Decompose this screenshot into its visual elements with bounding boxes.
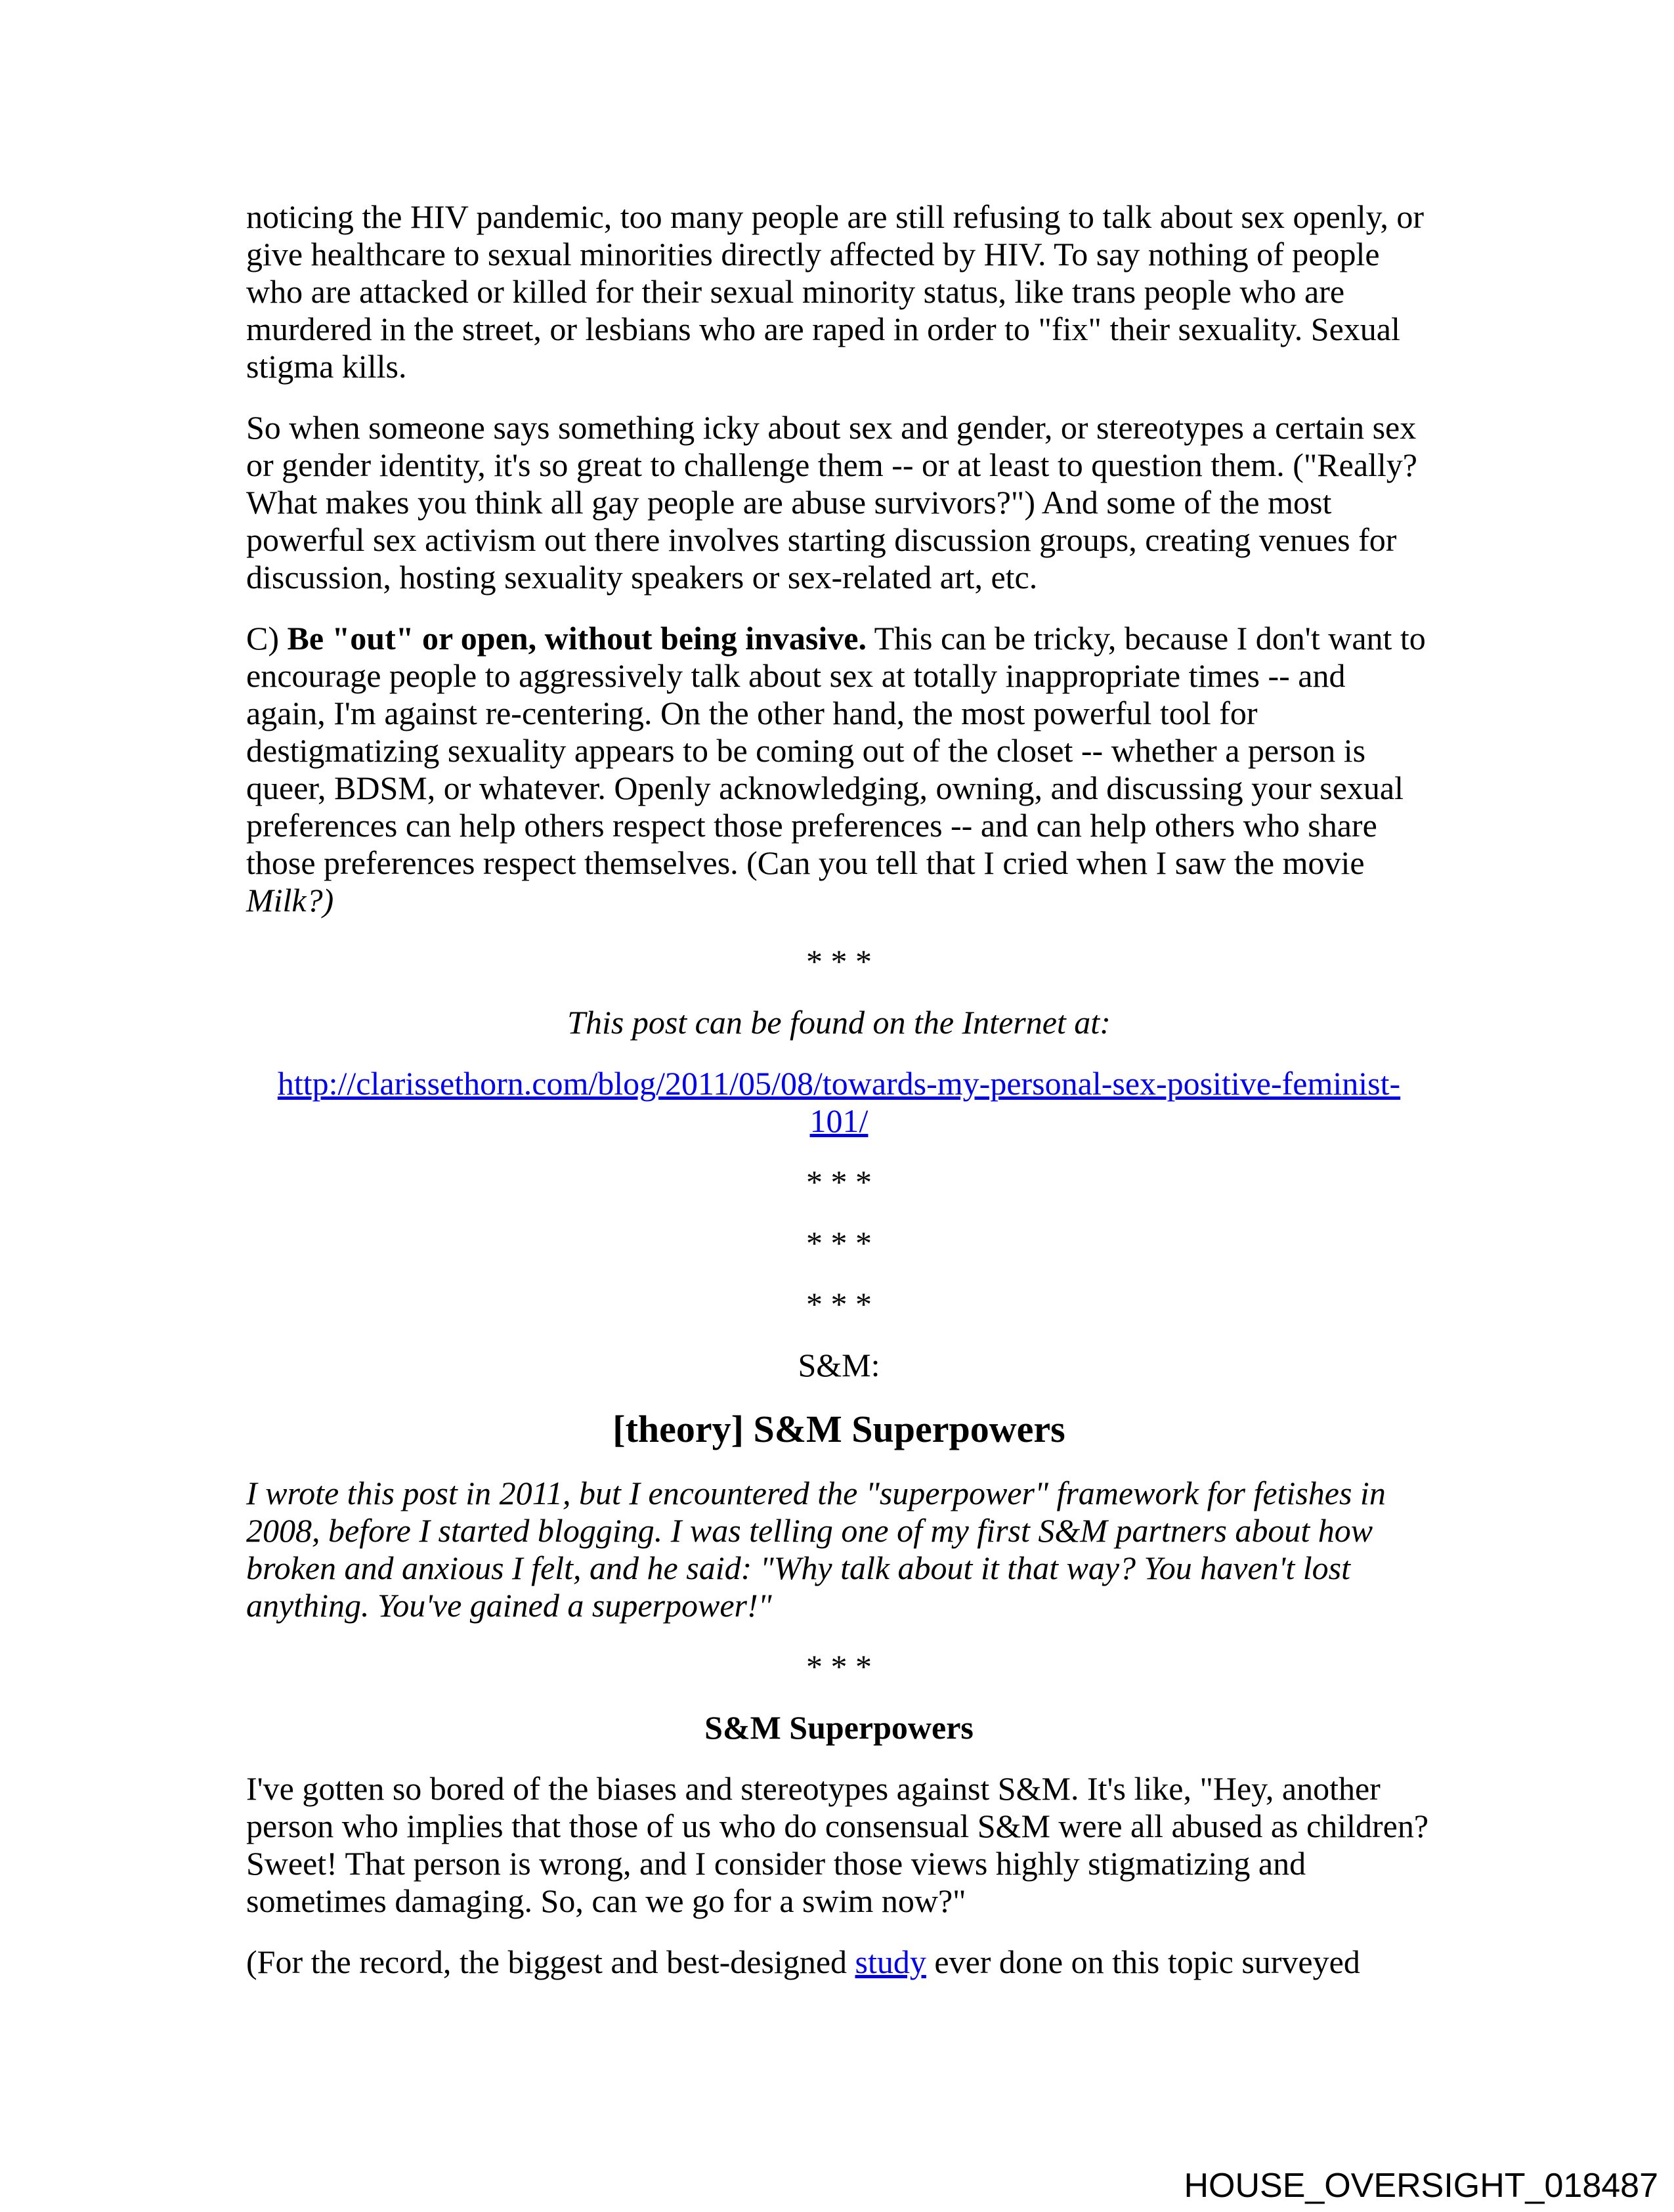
post-location-note: This post can be found on the Internet at:: [567, 1004, 1111, 1041]
section-separator: * * *: [806, 1225, 872, 1261]
section-separator: * * *: [806, 1648, 872, 1685]
heading-sm-superpowers: S&M Superpowers: [704, 1709, 974, 1746]
record-text-before-link: (For the record, the biggest and best-designed: [246, 1943, 855, 1980]
section-separator: * * *: [806, 1163, 872, 1200]
paragraph-intro-note: I wrote this post in 2011, but I encountered the "superpower" framework for fetishes in 2008, before I started blogging. I was telling one of my first S&M partners about how broken and anxious I felt, and he said: "Why talk about it that way? You haven't lost anything. You've gained a superpower!": [246, 1475, 1386, 1624]
bates-stamp: HOUSE_OVERSIGHT_018487: [1184, 2167, 1658, 2205]
section-separator: * * *: [806, 943, 872, 980]
be-out-bold-lead: Be "out" or open, without being invasive.: [287, 620, 867, 657]
category-label-sm: S&M:: [798, 1347, 880, 1383]
paragraph-for-the-record: [246, 1943, 1432, 1981]
post-url-line-1[interactable]: http://clarissethorn.com/blog/2011/05/08/towards-my-personal-sex-positive-feminist-: [277, 1065, 1401, 1102]
study-link[interactable]: study: [855, 1943, 926, 1980]
movie-title-milk: Milk?): [246, 882, 334, 919]
document-body: [246, 198, 1432, 2005]
paragraph-hiv-stigma: noticing the HIV pandemic, too many people are still refusing to talk about sex openly, or give healthcare to sexual minorities directly affected by HIV. To say nothing of people who are attacked or killed for their sexual minority status, like trans people who are murdered in the street, or lesbians who are raped in order to "fix" their sexuality. Sexual stigma kills.: [246, 198, 1425, 385]
list-item-c-label: C): [246, 620, 288, 657]
be-out-body-text: This can be tricky, because I don't want to encourage people to aggressively talk about sex at totally inappropriate times -- and again, I'm against re-centering. On the other hand, the most powerful tool for destigmatizing sexuality appears to be coming out of the closet -- whether a person is queer, BDSM, or whatever. Openly acknowledging, owning, and discussing your sexual preferences can help others respect those preferences -- and can help others who share those preferences respect themselves. (Can you tell that I cried when I saw the movie: [246, 620, 1426, 881]
paragraph-challenge-stereotypes: So when someone says something icky about sex and gender, or stereotypes a certain sex or gender identity, it's so great to challenge them -- or at least to question them. ("Really? What makes you think all gay people are abuse survivors?") And some of the most powerful sex activism out there involves starting discussion groups, creating venues for discussion, hosting sexuality speakers or sex-related art, etc.: [246, 409, 1417, 596]
post-url-line-2[interactable]: 101/: [809, 1102, 869, 1139]
record-text-after-link: ever done on this topic surveyed: [926, 1943, 1360, 1980]
post-url-paragraph: [246, 1065, 1432, 1140]
paragraph-be-out: [246, 620, 1432, 919]
heading-theory-sm-superpowers: [theory] S&M Superpowers: [612, 1408, 1065, 1450]
post-url-link[interactable]: [278, 1065, 1400, 1139]
paragraph-bored-of-biases: I've gotten so bored of the biases and stereotypes against S&M. It's like, "Hey, another person who implies that those of us who do consensual S&M were all abused as children? Sweet! That person is wrong, and I consider those views highly stigmatizing and sometimes damaging. So, can we go for a swim now?": [246, 1770, 1429, 1919]
section-separator: * * *: [806, 1286, 872, 1322]
